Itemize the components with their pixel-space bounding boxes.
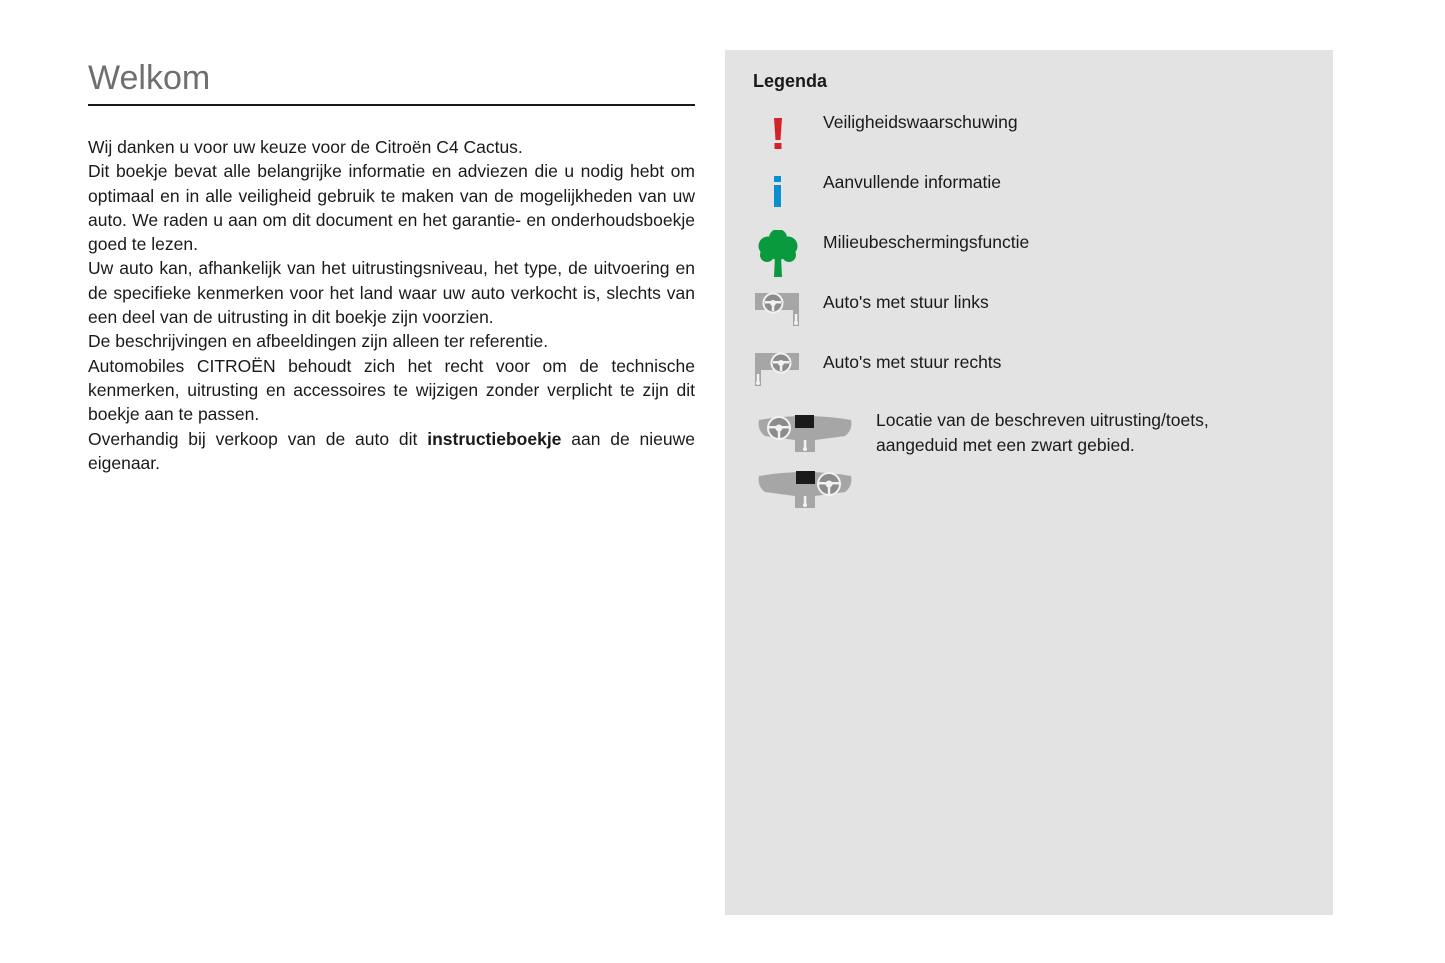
legend-item-location (725, 408, 1333, 518)
dashboard-location-lhd-icon (755, 412, 855, 458)
bold-term: instructieboekje (427, 428, 562, 449)
legend-heading: Legenda (753, 71, 828, 91)
paragraph: De beschrijvingen en afbeeldingen zijn alleen ter referentie. (88, 331, 549, 352)
paragraph-text: aan de nieuwe eigenaar. (88, 428, 695, 473)
paragraph: Automobiles CITROËN behoudt zich het recht voor om de technische kenmerken, uitrusting en accessoires te wijzigen zonder verplicht te zijn dit boekje aan te passen. (88, 355, 695, 425)
legend-label-line: aangeduid met een zwart gebied. (876, 434, 1135, 455)
legend-label: Milieubeschermingsfunctie (823, 232, 1030, 252)
legend-item-info (725, 170, 1333, 226)
left-hand-drive-icon (753, 290, 803, 340)
intro-text (88, 135, 695, 475)
legend-panel (725, 50, 1333, 915)
legend-label-line: Locatie van de beschreven uitrusting/toets, (876, 410, 1209, 430)
legend-label (876, 408, 1296, 457)
right-hand-drive-icon (753, 350, 803, 400)
legend-label: Auto's met stuur rechts (823, 352, 1002, 372)
legend-label: Auto's met stuur links (823, 292, 989, 312)
legend-item-warning (725, 110, 1333, 166)
paragraph: Dit boekje bevat alle belangrijke informatie en adviezen die u nodig hebt om optimaal en in alle veiligheid gebruik te maken van de mogelijkheden van uw auto. We raden u aan om dit document en het garantie- en onderhoudsboekje goed te lezen. (88, 161, 695, 255)
legend-label: Veiligheidswaarschuwing (823, 112, 1018, 132)
dashboard-location-rhd-icon (755, 468, 855, 514)
legend-item-environment (725, 230, 1333, 286)
intro-column (88, 58, 695, 475)
legend-label: Aanvullende informatie (823, 172, 1002, 192)
legend-item-right-hand-drive (725, 350, 1333, 406)
title-divider (88, 104, 695, 106)
paragraph (88, 427, 695, 476)
info-icon (753, 170, 803, 220)
page-title: Welkom (88, 59, 211, 97)
warning-exclamation-icon (753, 110, 803, 160)
paragraph-text: Overhandig bij verkoop van de auto dit (88, 428, 428, 449)
paragraph: Wij danken u voor uw keuze voor de Citroën C4 Cactus. (88, 137, 523, 157)
legend-item-left-hand-drive (725, 290, 1333, 346)
paragraph: Uw auto kan, afhankelijk van het uitrustingsniveau, het type, de uitvoering en de specifieke kenmerken voor het land waar uw auto verkocht is, slechts van een deel van de uitrusting in dit boekje zijn voorzien. (88, 258, 695, 328)
tree-icon (753, 230, 803, 280)
